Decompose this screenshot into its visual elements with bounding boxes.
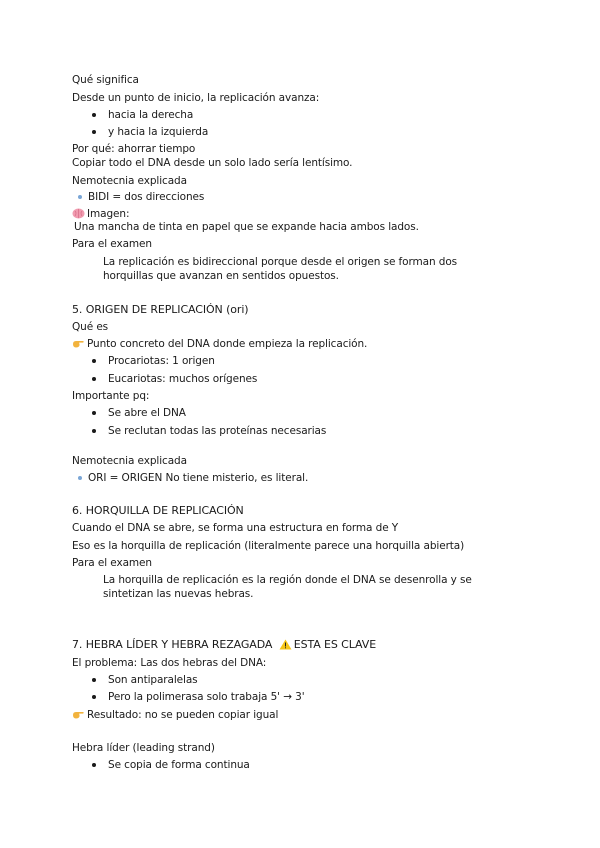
brain-icon xyxy=(72,208,85,219)
pointing-hand-icon xyxy=(72,709,85,720)
list-item: Se reclutan todas las proteínas necesarias xyxy=(108,425,327,437)
hebra-lider-title: Hebra líder (leading strand) xyxy=(72,742,215,754)
warning-icon xyxy=(279,639,292,650)
imagen-line xyxy=(72,207,129,221)
list-item: Se copia de forma continua xyxy=(108,759,250,771)
punto-text: Punto concreto del DNA donde empieza la replicación. xyxy=(87,338,368,350)
que-significa-title: Qué significa xyxy=(72,74,139,86)
examen-text: La replicación es bidireccional porque desde el origen se forman dos horquillas que avanzan en sentidos opuestos. xyxy=(103,256,458,282)
punto-line xyxy=(72,337,367,351)
list-item: Son antiparalelas xyxy=(108,674,198,686)
list-item: Se abre el DNA xyxy=(108,407,186,419)
problema-line: El problema: Las dos hebras del DNA: xyxy=(72,657,267,669)
list-item: hacia la derecha xyxy=(108,109,194,121)
nemotecnia-title: Nemotecnia explicada xyxy=(72,175,187,187)
que-es-title: Qué es xyxy=(72,321,109,333)
section-6-heading: 6. HORQUILLA DE REPLICACIÓN xyxy=(72,504,244,517)
nemotecnia-title: Nemotecnia explicada xyxy=(72,455,187,467)
list-item: y hacia la izquierda xyxy=(108,126,209,138)
nemotecnia-item: BIDI = dos direcciones xyxy=(88,191,205,203)
section-5-heading: 5. ORIGEN DE REPLICACIÓN (ori) xyxy=(72,303,249,316)
section-7-heading-text: 7. HEBRA LÍDER Y HEBRA REZAGADA xyxy=(72,638,273,651)
list-item: Procariotas: 1 origen xyxy=(108,355,215,367)
horquilla-line-1: Cuando el DNA se abre, se forma una estructura en forma de Y xyxy=(72,522,399,534)
por-que-line: Por qué: ahorrar tiempo xyxy=(72,143,196,155)
resultado-line xyxy=(72,708,278,722)
list-item: Eucariotas: muchos orígenes xyxy=(108,373,258,385)
importante-title: Importante pq: xyxy=(72,390,150,402)
imagen-text: Una mancha de tinta en papel que se expande hacia ambos lados. xyxy=(74,221,419,233)
imagen-label: Imagen: xyxy=(87,208,130,220)
section-7-heading-tail: ESTA ES CLAVE xyxy=(293,638,377,651)
horquilla-line-2: Eso es la horquilla de replicación (literalmente parece una horquilla abierta) xyxy=(72,540,465,552)
copiar-line: Copiar todo el DNA desde un solo lado sería lentísimo. xyxy=(72,157,353,169)
section-7-heading xyxy=(72,638,376,652)
list-item: Pero la polimerasa solo trabaja 5' → 3' xyxy=(108,691,305,703)
pointing-hand-icon xyxy=(72,338,85,349)
resultado-text: Resultado: no se pueden copiar igual xyxy=(87,709,279,721)
desde-line: Desde un punto de inicio, la replicación avanza: xyxy=(72,92,320,104)
nemotecnia-item: ORI = ORIGEN No tiene misterio, es literal. xyxy=(88,472,309,484)
examen-title: Para el examen xyxy=(72,557,152,569)
examen-title: Para el examen xyxy=(72,238,152,250)
examen-text: La horquilla de replicación es la región donde el DNA se desenrolla y se sintetizan las nuevas hebras. xyxy=(103,574,472,600)
